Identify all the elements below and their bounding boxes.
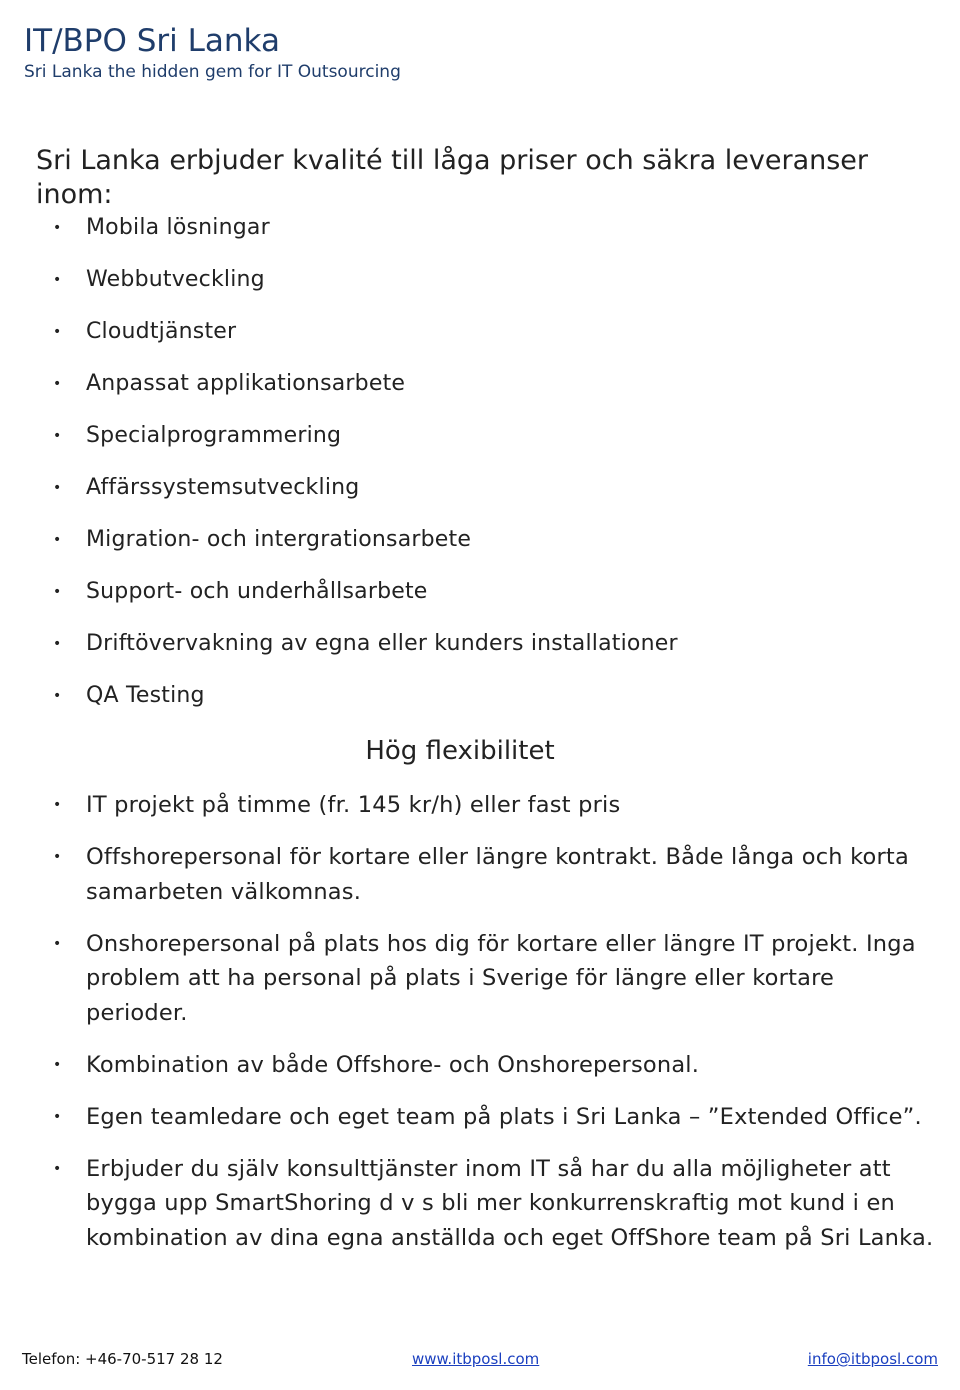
flexibility-item-text: Onshorepersonal på plats hos dig för kortare eller längre IT projekt. Inga problem att ha personal på plats i Sverige för längre eller kortare perioder. [86,930,916,1026]
bullet-icon: • [53,376,62,392]
list-item [0,1100,960,1135]
list-item [0,576,960,628]
bullet-icon: • [53,1160,62,1177]
bullet-icon: • [53,480,62,496]
service-label: Webbutveckling [86,267,265,292]
list-item [0,316,960,368]
service-label: Cloudtjänster [86,319,237,344]
service-label: Migration- och intergrationsarbete [86,527,472,552]
flexibility-item-text: Kombination av både Offshore- och Onshorepersonal. [86,1051,700,1078]
bullet-icon: • [53,324,62,340]
bullet-icon: • [53,935,62,952]
list-item [0,524,960,576]
list-item [0,420,960,472]
email-link[interactable]: info@itbposl.com [807,1350,938,1368]
list-item [0,1152,960,1256]
bullet-icon: • [53,688,62,704]
service-label: Anpassat applikationsarbete [86,371,406,396]
bullet-icon: • [53,797,62,813]
page-footer [22,1347,938,1371]
bullet-icon: • [53,1108,62,1125]
page-subtitle: Sri Lanka the hidden gem for IT Outsourcing [24,62,401,82]
service-label: Mobila lösningar [86,215,270,240]
list-item [0,680,960,732]
bullet-icon: • [53,849,62,865]
flexibility-item-text: Egen teamledare och eget team på plats i Sri Lanka – ”Extended Office”. [86,1103,922,1130]
bullet-icon: • [53,220,62,236]
bullet-icon: • [53,428,62,444]
flexibility-item-text: IT projekt på timme (fr. 145 kr/h) eller fast pris [86,792,621,818]
list-item [0,788,960,823]
list-item [0,840,960,909]
bullet-icon: • [53,1056,62,1073]
intro-heading: Sri Lanka erbjuder kvalité till låga priser och säkra leveranser inom: [36,145,869,210]
service-label: Driftövervakning av egna eller kunders installationer [86,631,678,656]
list-item [0,1048,960,1083]
flexibility-item-text: Erbjuder du själv konsulttjänster inom IT så har du alla möjligheter att bygga upp SmartShoring d v s bli mer konkurrenskraftig mot kund i en kombination av dina egna anställda och eget OffShore team på Sri Lanka. [86,1155,934,1251]
document-header [24,22,401,83]
bullet-icon: • [53,532,62,548]
flexibility-heading: Hög flexibilitet [365,736,555,766]
services-list [0,212,960,732]
service-label: QA Testing [86,683,205,708]
flexibility-item-text: Offshorepersonal för kortare eller längre kontrakt. Både långa och korta samarbeten välkomnas. [86,844,909,905]
website-link[interactable]: www.itbposl.com [412,1350,540,1368]
flexibility-list [0,788,960,1273]
footer-phone: Telefon: +46-70-517 28 12 [22,1350,223,1368]
page-title: IT/BPO Sri Lanka [24,23,280,59]
list-item [0,212,960,264]
service-label: Support- och underhållsarbete [86,579,428,604]
list-item [0,927,960,1031]
service-label: Affärssystemsutveckling [86,475,360,500]
list-item [0,368,960,420]
list-item [0,264,960,316]
bullet-icon: • [53,272,62,288]
bullet-icon: • [53,584,62,600]
service-label: Specialprogrammering [86,423,342,448]
list-item [0,628,960,680]
bullet-icon: • [53,636,62,652]
list-item [0,472,960,524]
